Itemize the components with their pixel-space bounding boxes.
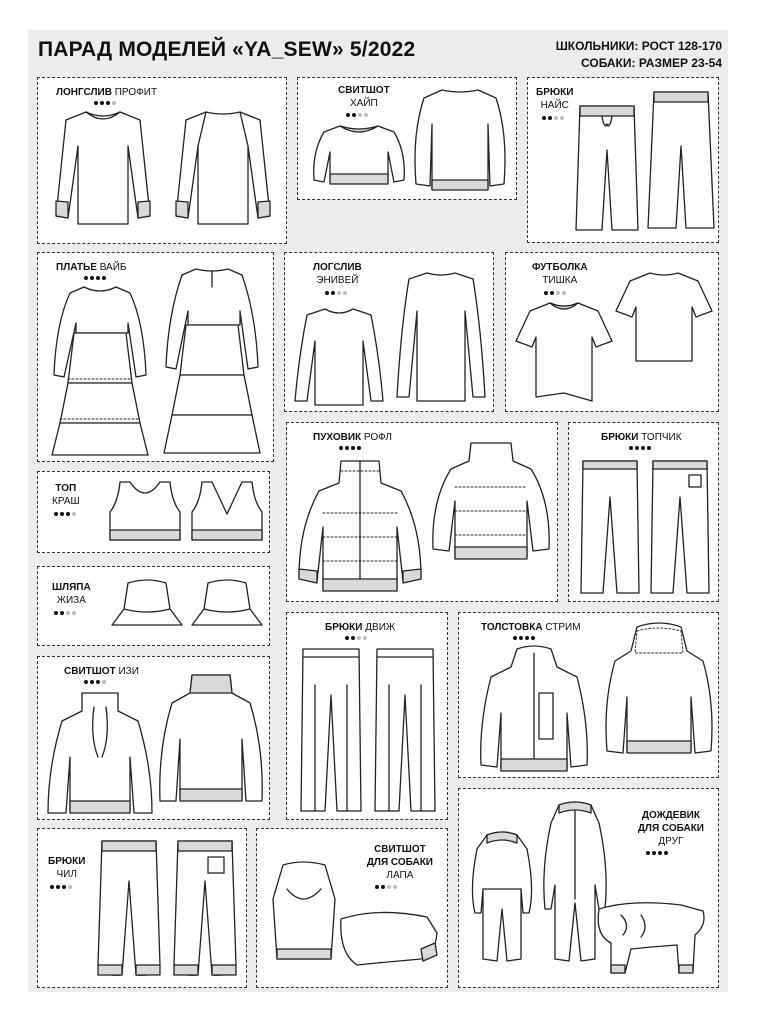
difficulty-dot-filled (525, 636, 529, 640)
card-label: ЛОГСЛИВ ЭНИВЕЙ (313, 262, 362, 286)
difficulty-dots (346, 113, 370, 119)
sweatshirt-back-drawing (156, 669, 266, 809)
sweatshirt-front-drawing (44, 687, 156, 817)
longsleeve-front-drawing (48, 106, 158, 241)
card-label: БРЮКИ ДВИЖ (325, 622, 396, 633)
difficulty-dot-filled (550, 291, 554, 295)
difficulty-dot-filled (346, 113, 350, 117)
card-sweatshirt-hype[interactable] (297, 77, 517, 200)
dog-sweatshirt-front-drawing (269, 859, 339, 969)
card-top-crash[interactable] (37, 471, 270, 553)
card-pants-chil[interactable] (37, 828, 247, 988)
sweatshirt-back-drawing (410, 84, 510, 194)
difficulty-dots (375, 885, 399, 891)
difficulty-dot-empty (72, 611, 76, 615)
card-longsleeve-enivey[interactable] (284, 252, 494, 412)
card-pants-topchik[interactable] (568, 422, 719, 602)
difficulty-dot-empty (562, 291, 566, 295)
difficulty-dot-filled (635, 446, 639, 450)
longsleeve-back-drawing (168, 106, 278, 241)
difficulty-dot-filled (50, 885, 54, 889)
difficulty-dots (54, 611, 78, 617)
card-label: СВИТШОТ ИЗИ (64, 666, 139, 677)
size-info-schoolkids: ШКОЛЬНИКИ: РОСТ 128-170 (555, 39, 722, 53)
difficulty-dot-filled (345, 446, 349, 450)
difficulty-dots (50, 885, 74, 891)
card-label: БРЮКИ ЧИЛ (48, 856, 86, 880)
card-label: БРЮКИ НАЙС (536, 87, 574, 111)
difficulty-dot-filled (339, 446, 343, 450)
top-back-drawing (188, 478, 266, 548)
difficulty-dot-filled (641, 446, 645, 450)
difficulty-dot-empty (363, 636, 367, 640)
raincoat-dog-drawing (591, 895, 711, 979)
card-label: ДОЖДЕВИК ДЛЯ СОБАКИ ДРУГ (637, 810, 704, 847)
card-hoodie-strim[interactable] (458, 612, 719, 778)
difficulty-dot-filled (351, 636, 355, 640)
card-label: ТОП КРАШ (52, 483, 80, 507)
difficulty-dot-filled (54, 611, 58, 615)
card-label: ПЛАТЬЕ ВАЙБ (56, 262, 127, 273)
card-label: СВИТШОТ ДЛЯ СОБАКИ ЛАПА (366, 844, 433, 881)
card-label: ТОЛСТОВКА СТРИМ (481, 622, 581, 633)
tshirt-back-drawing (614, 267, 714, 367)
card-label: ПУХОВИК РОФЛ (313, 432, 392, 443)
card-hat-zhiza[interactable] (37, 566, 270, 646)
difficulty-dot-filled (96, 276, 100, 280)
difficulty-dots (542, 116, 566, 122)
difficulty-dot-filled (357, 446, 361, 450)
puffer-back-drawing (427, 437, 555, 567)
top-front-drawing (106, 478, 184, 548)
difficulty-dot-filled (519, 636, 523, 640)
page-title: ПАРАД МОДЕЛЕЙ «YA_SEW» 5/2022 (38, 38, 416, 61)
pants-back-drawing (646, 86, 716, 236)
difficulty-dot-filled (102, 276, 106, 280)
difficulty-dot-filled (629, 446, 633, 450)
difficulty-dot-empty (358, 113, 362, 117)
difficulty-dot-filled (84, 276, 88, 280)
card-label: ФУТБОЛКА ТИШКА (532, 262, 588, 286)
card-pants-nice[interactable] (527, 77, 719, 243)
pants-back-drawing (170, 837, 240, 983)
difficulty-dot-filled (331, 291, 335, 295)
difficulty-dot-empty (337, 291, 341, 295)
difficulty-dots (629, 446, 653, 452)
hat-front-drawing (110, 577, 184, 633)
difficulty-dots (345, 636, 369, 642)
card-tshirt-tishka[interactable] (505, 252, 719, 412)
hat-back-drawing (190, 577, 264, 633)
difficulty-dot-filled (664, 851, 668, 855)
difficulty-dot-empty (364, 113, 368, 117)
card-label: БРЮКИ ТОПЧИК (601, 432, 682, 443)
dress-back-drawing (158, 265, 266, 457)
difficulty-dots (84, 276, 108, 282)
difficulty-dot-empty (343, 291, 347, 295)
pants-front-drawing (572, 100, 642, 238)
difficulty-dot-empty (357, 636, 361, 640)
difficulty-dot-empty (72, 512, 76, 516)
size-info (556, 38, 722, 72)
difficulty-dot-filled (325, 291, 329, 295)
dog-sweatshirt-side-drawing (337, 903, 441, 979)
card-sweatshirt-izi[interactable] (37, 656, 270, 820)
difficulty-dot-empty (556, 291, 560, 295)
difficulty-dot-empty (393, 885, 397, 889)
difficulty-dot-filled (652, 851, 656, 855)
card-dress-vibe[interactable] (37, 252, 274, 462)
difficulty-dot-filled (60, 611, 64, 615)
pants-back-drawing (371, 645, 439, 817)
difficulty-dot-filled (542, 116, 546, 120)
longsleeve-front-drawing (291, 305, 387, 409)
difficulty-dot-filled (531, 636, 535, 640)
difficulty-dot-empty (387, 885, 391, 889)
difficulty-dots (646, 851, 670, 857)
difficulty-dot-filled (62, 885, 66, 889)
size-info-dogs: СОБАКИ: РАЗМЕР 23-54 (581, 56, 722, 70)
difficulty-dot-filled (646, 851, 650, 855)
card-label: СВИТШОТ ХАЙП (338, 85, 390, 109)
pants-front-drawing (297, 645, 365, 817)
difficulty-dot-filled (375, 885, 379, 889)
difficulty-dot-filled (90, 680, 94, 684)
dress-front-drawing (46, 283, 154, 459)
difficulty-dot-filled (60, 512, 64, 516)
difficulty-dot-filled (352, 113, 356, 117)
difficulty-dot-empty (554, 116, 558, 120)
difficulty-dot-filled (647, 446, 651, 450)
difficulty-dot-empty (560, 116, 564, 120)
difficulty-dots (339, 446, 363, 452)
difficulty-dot-empty (66, 611, 70, 615)
raincoat-front-drawing (467, 829, 537, 969)
longsleeve-back-drawing (393, 267, 489, 407)
card-label: ЛОНГСЛИВ ПРОФИТ (56, 87, 158, 98)
hoodie-back-drawing (603, 623, 715, 759)
difficulty-dots (84, 680, 108, 686)
difficulty-dot-filled (54, 512, 58, 516)
difficulty-dot-filled (94, 101, 98, 105)
difficulty-dot-filled (90, 276, 94, 280)
difficulty-dot-empty (112, 101, 116, 105)
pants-front-drawing (94, 837, 164, 983)
difficulty-dot-filled (345, 636, 349, 640)
difficulty-dot-filled (544, 291, 548, 295)
pants-back-drawing (647, 457, 713, 599)
difficulty-dots (325, 291, 349, 297)
tshirt-front-drawing (514, 297, 614, 407)
card-label: ШЛЯПА ЖИЗА (52, 582, 91, 606)
difficulty-dot-filled (56, 885, 60, 889)
card-puffer-rofl[interactable] (286, 422, 558, 602)
card-dog-raincoat-drug[interactable] (458, 788, 719, 988)
difficulty-dot-empty (68, 885, 72, 889)
puffer-front-drawing (293, 457, 427, 597)
card-longsleeve-profit[interactable] (37, 77, 287, 244)
difficulty-dot-filled (106, 101, 110, 105)
difficulty-dot-filled (351, 446, 355, 450)
card-pants-dvizh[interactable] (286, 612, 448, 820)
difficulty-dot-empty (102, 680, 106, 684)
difficulty-dot-filled (548, 116, 552, 120)
difficulty-dot-filled (96, 680, 100, 684)
difficulty-dot-filled (66, 512, 70, 516)
card-dog-sweatshirt-lapa[interactable] (256, 828, 448, 988)
difficulty-dot-filled (84, 680, 88, 684)
sweatshirt-front-drawing (310, 122, 408, 198)
difficulty-dots (54, 512, 78, 518)
difficulty-dot-filled (381, 885, 385, 889)
pants-front-drawing (577, 457, 643, 599)
difficulty-dot-filled (658, 851, 662, 855)
difficulty-dot-filled (513, 636, 517, 640)
difficulty-dots (513, 636, 537, 642)
hoodie-front-drawing (477, 643, 591, 773)
difficulty-dot-filled (100, 101, 104, 105)
